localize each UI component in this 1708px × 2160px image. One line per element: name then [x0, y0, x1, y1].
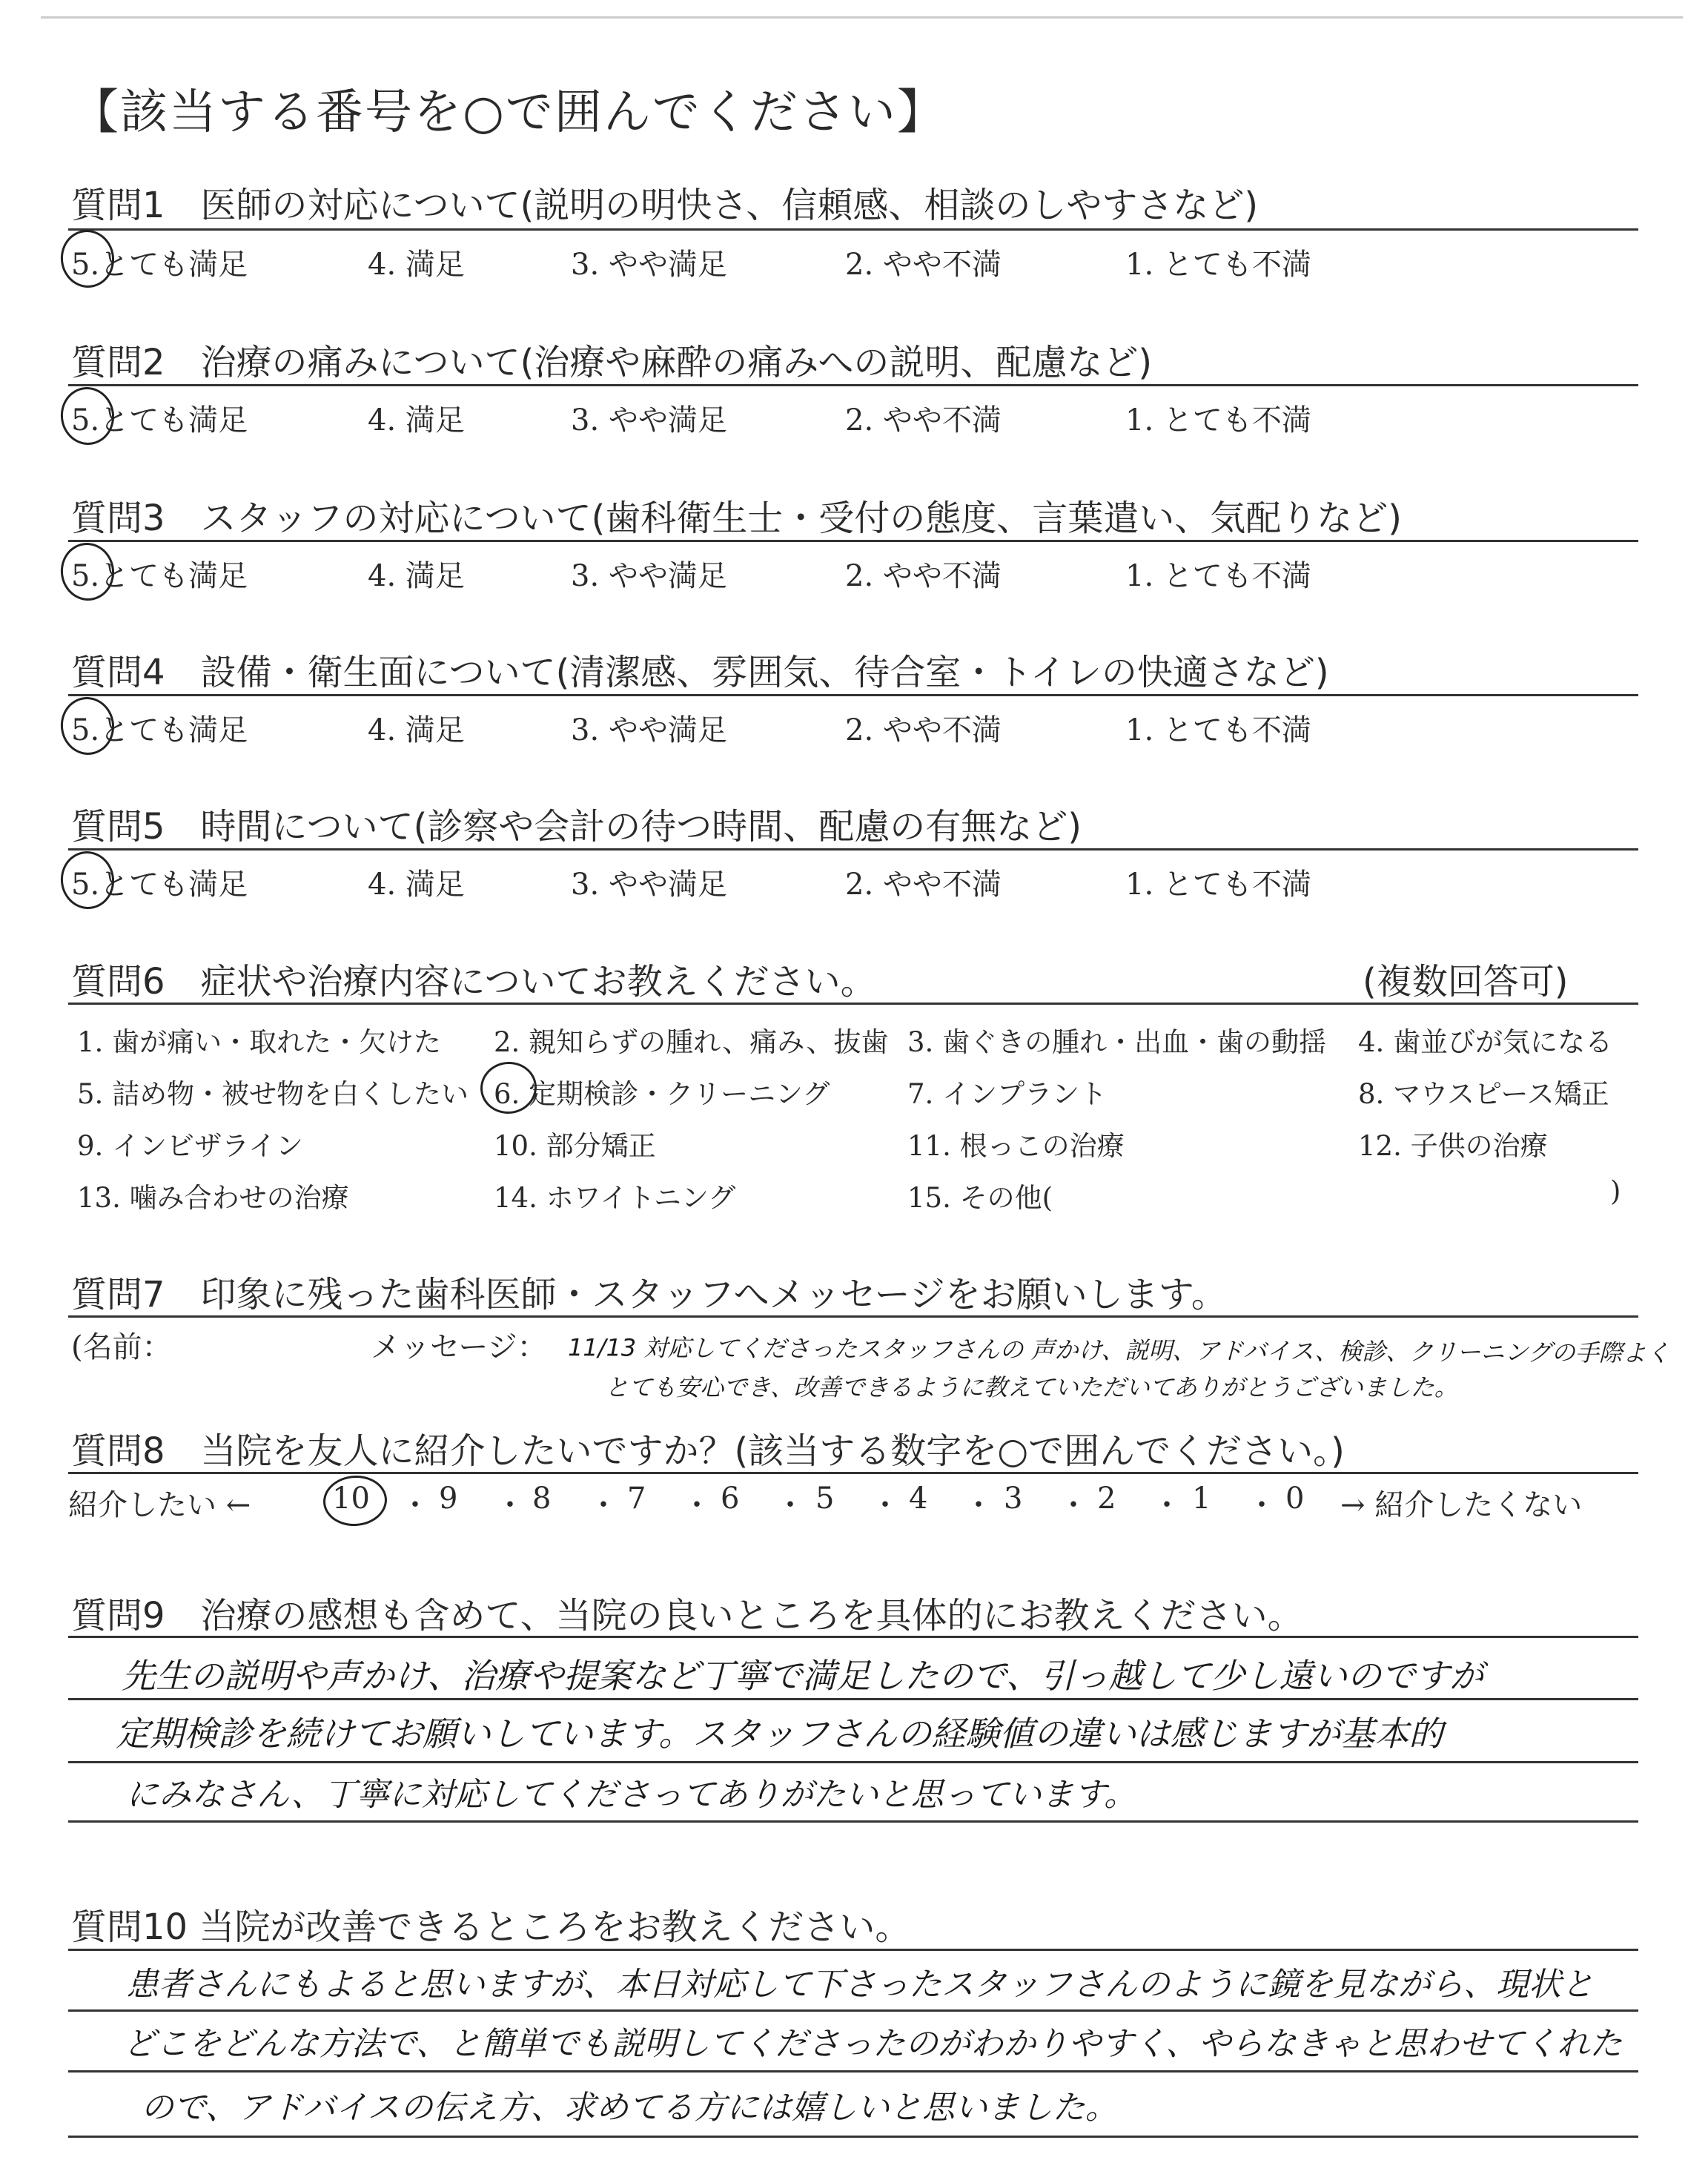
symptom-option-10[interactable]: 10. 部分矯正	[494, 1130, 656, 1162]
rule	[68, 384, 1638, 386]
symptom-option-3[interactable]: 3. 歯ぐきの腫れ・出血・歯の動揺	[907, 1026, 1327, 1058]
scale-dot: ・	[870, 1488, 900, 1522]
scale-9[interactable]: 9	[439, 1482, 458, 1516]
symptom-option-4[interactable]: 4. 歯並びが気になる	[1358, 1026, 1613, 1058]
symptom-option-7[interactable]: 7. インプラント	[907, 1078, 1108, 1110]
recommend-left-label: 紹介したい ←	[68, 1488, 251, 1522]
rule	[68, 2136, 1638, 2138]
option-4[interactable]: 4. 満足	[368, 713, 465, 747]
option-1[interactable]: 1. とても不満	[1125, 403, 1311, 437]
option-3[interactable]: 3. やや満足	[571, 868, 727, 902]
question-title: 質問2 治療の痛みについて(治療や麻酔の痛みへの説明、配慮など)	[71, 342, 1153, 383]
option-5[interactable]: 5.とても満足	[71, 248, 248, 282]
scale-0[interactable]: 0	[1285, 1482, 1305, 1516]
scale-dot: ・	[1059, 1488, 1088, 1522]
question-title: 質問10 当院が改善できるところをお教えください。	[71, 1906, 911, 1948]
scale-dot: ・	[1152, 1488, 1182, 1522]
scale-2[interactable]: 2	[1097, 1482, 1116, 1516]
option-1[interactable]: 1. とても不満	[1125, 248, 1311, 282]
rule	[68, 2070, 1638, 2073]
option-2[interactable]: 2. やや不満	[845, 868, 1002, 902]
question-title: 質問5 時間について(診察や会計の待つ時間、配慮の有無など)	[71, 806, 1082, 848]
rule	[68, 1003, 1638, 1005]
handwritten-answer-line: ので、アドバイスの伝え方、求めてる方には嬉しいと思いました。	[141, 2089, 1118, 2127]
option-1[interactable]: 1. とても不満	[1125, 713, 1311, 747]
question-title: 質問1 医師の対応について(説明の明快さ、信頼感、相談のしやすさなど)	[71, 185, 1259, 226]
option-5[interactable]: 5.とても満足	[71, 868, 248, 902]
option-5[interactable]: 5.とても満足	[71, 559, 248, 593]
question-title: 質問4 設備・衛生面について(清潔感、雰囲気、待合室・トイレの快適さなど)	[71, 652, 1329, 693]
symptom-option-9[interactable]: 9. インビザライン	[77, 1130, 303, 1162]
option-3[interactable]: 3. やや満足	[571, 559, 727, 593]
handwritten-message-line: 11/13 対応してくださったスタッフさんの 声かけ、説明、アドバイス、検診、クリーニングの手際よく	[567, 1333, 1670, 1367]
question-title: 質問8 当院を友人に紹介したいですか？(該当する数字を○で囲んでください。)	[71, 1430, 1345, 1472]
option-4[interactable]: 4. 満足	[368, 868, 465, 902]
option-4[interactable]: 4. 満足	[368, 559, 465, 593]
scale-8[interactable]: 8	[532, 1482, 552, 1516]
symptom-option-6[interactable]: 6. 定期検診・クリーニング	[494, 1078, 830, 1110]
handwritten-answer-line: 先生の説明や声かけ、治療や提案など丁寧で満足したので、引っ越して少し遠いのですが	[122, 1656, 1484, 1696]
option-5[interactable]: 5.とても満足	[71, 403, 248, 437]
rule	[68, 2009, 1638, 2012]
handwritten-answer-line: どこをどんな方法で、と簡単でも説明してくださったのがわかりやすく、やらなきゃと思わせてくれた	[123, 2025, 1623, 2063]
rule	[68, 1761, 1638, 1763]
recommend-right-label: → 紹介したくない	[1340, 1488, 1583, 1522]
option-2[interactable]: 2. やや不満	[845, 403, 1002, 437]
scale-10[interactable]: 10	[332, 1482, 370, 1516]
option-5[interactable]: 5.とても満足	[71, 713, 248, 747]
symptom-option-8[interactable]: 8. マウスピース矯正	[1358, 1078, 1609, 1110]
question-title: 質問7 印象に残った歯科医師・スタッフへメッセージをお願いします。	[71, 1274, 1227, 1315]
scan-edge-line	[41, 16, 1683, 19]
rule	[68, 1949, 1638, 1951]
rule	[68, 1636, 1638, 1638]
option-1[interactable]: 1. とても不満	[1125, 868, 1311, 902]
handwritten-answer-line: 定期検診を続けてお願いしています。スタッフさんの経験値の違いは感じますが基本的	[116, 1714, 1443, 1754]
rule	[68, 228, 1638, 231]
scale-3[interactable]: 3	[1004, 1482, 1023, 1516]
scale-dot: ・	[1247, 1488, 1277, 1522]
symptom-option-15[interactable]: 15. その他(	[907, 1182, 1053, 1214]
scale-dot: ・	[589, 1488, 618, 1522]
scale-dot: ・	[400, 1488, 430, 1522]
symptom-option-14[interactable]: 14. ホワイトニング	[494, 1182, 736, 1214]
message-label: メッセージ：	[371, 1330, 547, 1364]
scale-dot: ・	[682, 1488, 712, 1522]
scale-dot: ・	[495, 1488, 525, 1522]
rule	[68, 1315, 1638, 1318]
rule	[68, 1472, 1638, 1474]
handwritten-answer-line: にみなさん、丁寧に対応してくださってありがたいと思っています。	[126, 1776, 1137, 1814]
option-2[interactable]: 2. やや不満	[845, 713, 1002, 747]
rule	[68, 694, 1638, 696]
rule	[68, 848, 1638, 851]
question-title: 質問9 治療の感想も含めて、当院の良いところを具体的にお教えください。	[71, 1595, 1303, 1636]
option-3[interactable]: 3. やや満足	[571, 403, 727, 437]
symptom-option-13[interactable]: 13. 噛み合わせの治療	[77, 1182, 349, 1214]
name-label: (名前：	[71, 1330, 172, 1364]
scale-dot: ・	[964, 1488, 993, 1522]
symptom-option-11[interactable]: 11. 根っこの治療	[907, 1130, 1125, 1162]
symptom-option-2[interactable]: 2. 親知らずの腫れ、痛み、抜歯	[494, 1026, 889, 1058]
rule	[68, 1698, 1638, 1700]
multiple-answers-note: (複数回答可)	[1363, 961, 1569, 1003]
option-2[interactable]: 2. やや不満	[845, 559, 1002, 593]
question-title: 質問3 スタッフの対応について(歯科衛生士・受付の態度、言葉遣い、気配りなど)	[71, 498, 1403, 539]
rule	[68, 1820, 1638, 1823]
option-4[interactable]: 4. 満足	[368, 403, 465, 437]
scale-4[interactable]: 4	[909, 1482, 928, 1516]
handwritten-message-line: とても安心でき、改善できるように教えていただいてありがとうございました。	[605, 1373, 1458, 1401]
option-3[interactable]: 3. やや満足	[571, 713, 727, 747]
option-3[interactable]: 3. やや満足	[571, 248, 727, 282]
option-2[interactable]: 2. やや不満	[845, 248, 1002, 282]
scale-1[interactable]: 1	[1192, 1482, 1211, 1516]
other-close-paren: )	[1610, 1175, 1621, 1207]
scale-dot: ・	[775, 1488, 805, 1522]
question-title: 質問6 症状や治療内容についてお教えください。	[71, 961, 876, 1003]
scale-6[interactable]: 6	[721, 1482, 740, 1516]
symptom-option-1[interactable]: 1. 歯が痛い・取れた・欠けた	[77, 1026, 442, 1058]
page-title: 【該当する番号を○で囲んでください】	[71, 85, 946, 140]
option-4[interactable]: 4. 満足	[368, 248, 465, 282]
rule	[68, 540, 1638, 542]
scale-7[interactable]: 7	[627, 1482, 646, 1516]
scale-5[interactable]: 5	[815, 1482, 835, 1516]
handwritten-answer-line: 患者さんにもよると思いますが、本日対応して下さったスタッフさんのように鏡を見ながら、現状と	[126, 1966, 1594, 2004]
symptom-option-5[interactable]: 5. 詰め物・被せ物を白くしたい	[77, 1078, 469, 1110]
option-1[interactable]: 1. とても不満	[1125, 559, 1311, 593]
symptom-option-12[interactable]: 12. 子供の治療	[1358, 1130, 1548, 1162]
